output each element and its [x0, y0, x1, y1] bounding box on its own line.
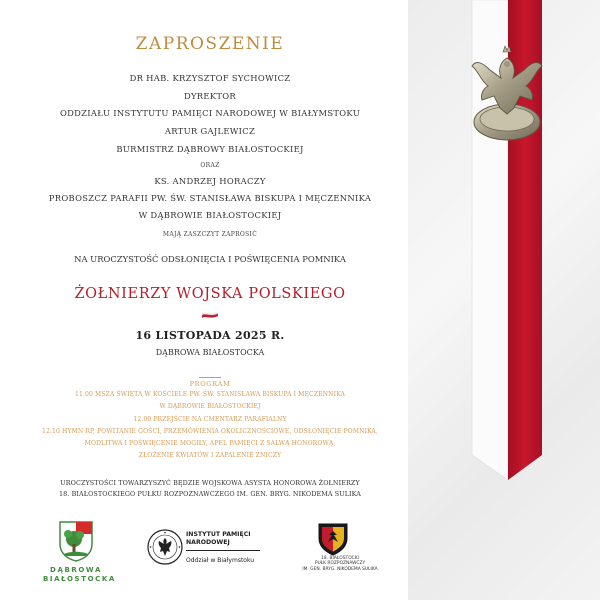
dabrowa-logo-line: BIAŁOSTOCKA: [43, 575, 116, 583]
ipn-logo-line: INSTYTUT PAMIĘCI: [186, 531, 251, 538]
ipn-logo-line: NARODOWEJ: [186, 539, 230, 546]
program-line: W DĄBROWIE BIAŁOSTOCKIEJ: [159, 403, 261, 410]
invitation-title: ZAPROSZENIE: [135, 34, 285, 54]
honor-guard-note: UROCZYSTOŚCI TOWARZYSZYĆ BĘDZIE WOJSKOWA ASYSTA HONOROWA ŻOŁNIERZY: [60, 479, 360, 487]
regiment-logo-text: [300, 556, 380, 572]
host-name: ARTUR GAJLEWICZ: [164, 126, 256, 136]
dabrowa-logo-line: DĄBROWA: [50, 566, 102, 574]
host-role: PROBOSZCZ PARAFII PW. ŚW. STANISŁAWA BISKUPA I MĘCZENNIKA: [48, 193, 372, 203]
program-title: PROGRAM: [189, 380, 231, 388]
host-name: DR HAB. KRZYSZTOF SYCHOWICZ: [129, 73, 291, 83]
honor-guard-note: 18. BIAŁOSTOCKIEGO PUŁKU ROZPOZNAWCZEGO IM. GEN. BRYG. NIKODEMA SULIKA: [58, 490, 362, 498]
program-line: MODLITWA I POŚWIĘCENIE MOGIŁY, APEL PAMIĘCI Z SALWĄ HONOROWĄ,: [84, 440, 336, 447]
event-date: 16 LISTOPADA 2025 R.: [135, 329, 285, 342]
flag-ribbon-icon: [201, 312, 219, 321]
regiment-shield-icon: [316, 522, 350, 556]
program-line: 11.00 MSZA ŚWIĘTA W KOŚCIELE PW. ŚW. STANISŁAWA BISKUPA I MĘCZENNIKA: [75, 391, 345, 398]
ipn-eagle-seal-icon: [147, 529, 183, 565]
regiment-logo-line: 18. BIAŁOSTOCKI: [321, 556, 359, 561]
ipn-logo-text: [186, 531, 251, 547]
host-name: KS. ANDRZEJ HORACZY: [154, 176, 266, 186]
dabrowa-coat-of-arms-icon: [58, 520, 94, 562]
ipn-branch-text: Oddział w Białymstoku: [186, 557, 255, 564]
regiment-logo-line: IM. GEN. BRYG. NIKODEMA SULIKA: [302, 566, 378, 572]
white-red-ribbon-icon: [408, 0, 600, 600]
program-line: 12.10 HYMN RP, POWITANIE GOŚCI, PRZEMÓWIENIA OKOLICZNOŚCIOWE, ODSŁONIĘCIE POMNIKA,: [42, 428, 378, 435]
occasion-text: NA UROCZYSTOŚĆ ODSŁONIĘCIA I POŚWIĘCENIA POMNIKA: [74, 254, 346, 264]
dabrowa-logo-text: [43, 566, 116, 584]
host-role: DYREKTOR: [183, 91, 237, 101]
program-line: 12.00 PRZEJŚCIE NA CMENTARZ PARAFIALNY: [133, 416, 287, 423]
invite-phrase: MAJĄ ZASZCZYT ZAPROSIĆ: [162, 231, 258, 238]
regiment-logo-line: PUŁK ROZPOZNAWCZY: [314, 561, 366, 567]
host-role: ODDZIAŁU INSTYTUTU PAMIĘCI NARODOWEJ W BIAŁYMSTOKU: [59, 108, 361, 118]
partner-logos: [0, 510, 420, 600]
event-place: DĄBROWA BIAŁOSTOCKA: [155, 348, 265, 357]
headline: ŻOŁNIERZY WOJSKA POLSKIEGO: [74, 286, 346, 302]
program-line: ZŁOŻENIE KWIATÓW I ZAPALENIE ZNICZY: [138, 452, 282, 459]
program-divider: [199, 377, 221, 378]
ipn-logo-rule: [186, 550, 260, 551]
host-role: W DĄBROWIE BIAŁOSTOCKIEJ: [138, 210, 282, 220]
connector-text: ORAZ: [200, 162, 220, 169]
host-role: BURMISTRZ DĄBROWY BIAŁOSTOCKIEJ: [116, 144, 304, 154]
